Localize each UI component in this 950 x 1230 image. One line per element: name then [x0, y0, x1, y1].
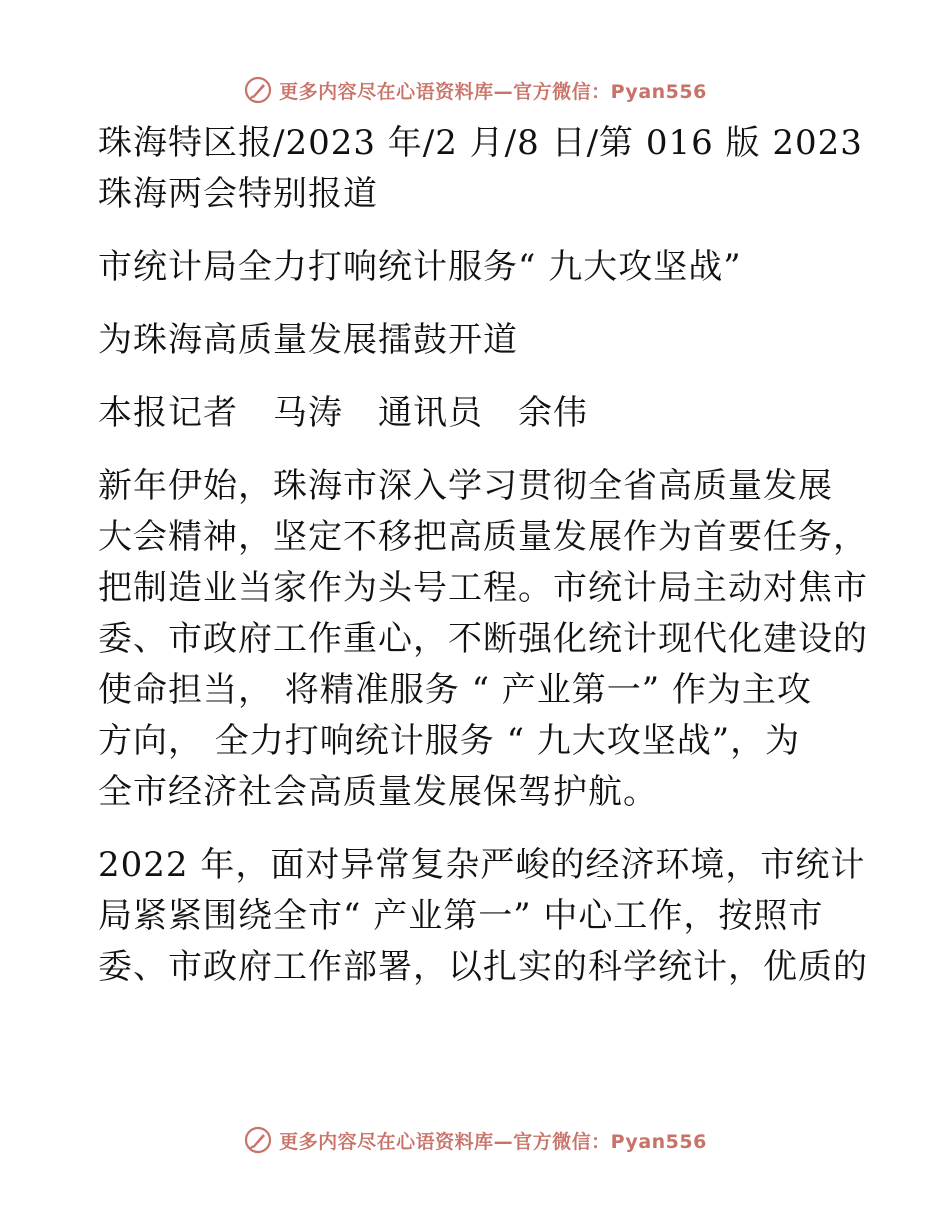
article-source-line	[98, 118, 863, 220]
article-byline	[98, 388, 858, 439]
text-line: 把制造业当家作为头号工程。市统计局主动对焦市	[98, 568, 868, 608]
text-line: 局紧紧围绕全市“ 产业第一” 中心工作，按照市	[98, 896, 824, 936]
text-line: 全市经济社会高质量发展保驾护航。	[98, 772, 658, 812]
document-body	[98, 118, 868, 1009]
body-paragraph	[98, 840, 868, 993]
body-paragraph	[98, 461, 868, 818]
text-line: 委、市政府工作重心，不断强化统计现代化建设的	[98, 619, 868, 659]
feather-pen-logo-icon	[243, 1125, 273, 1155]
article-subheadline	[98, 315, 858, 366]
text-line: 委、市政府工作部署，以扎实的科学统计，优质的	[98, 947, 868, 987]
watermark-text: 更多内容尽在心语资料库—官方微信：Pyan556	[279, 80, 707, 103]
text-line: 大会精神，坚定不移把高质量发展作为首要任务，	[98, 517, 868, 557]
footer-watermark	[0, 1120, 950, 1160]
text-line: 新年伊始，珠海市深入学习贯彻全省高质量发展	[98, 466, 833, 506]
text-line: 珠海两会特别报道	[98, 174, 378, 214]
feather-pen-logo-icon	[243, 75, 273, 105]
text-line: 市统计局全力打响统计服务“ 九大攻坚战”	[98, 247, 742, 287]
text-line: 为珠海高质量发展擂鼓开道	[98, 320, 518, 360]
text-line: 2022 年，面对异常复杂严峻的经济环境，市统计	[98, 845, 866, 885]
article-headline	[98, 242, 858, 293]
text-line: 方向， 全力打响统计服务 “ 九大攻坚战”，为	[98, 721, 801, 761]
text-line: 使命担当， 将精准服务 “ 产业第一” 作为主攻	[98, 670, 812, 710]
text-line: 本报记者 马涛 通讯员 余伟	[98, 393, 588, 433]
header-watermark	[0, 70, 950, 110]
text-line: 珠海特区报/2023 年/2 月/8 日/第 016 版 2023	[98, 123, 863, 163]
watermark-text: 更多内容尽在心语资料库—官方微信：Pyan556	[279, 1130, 707, 1153]
